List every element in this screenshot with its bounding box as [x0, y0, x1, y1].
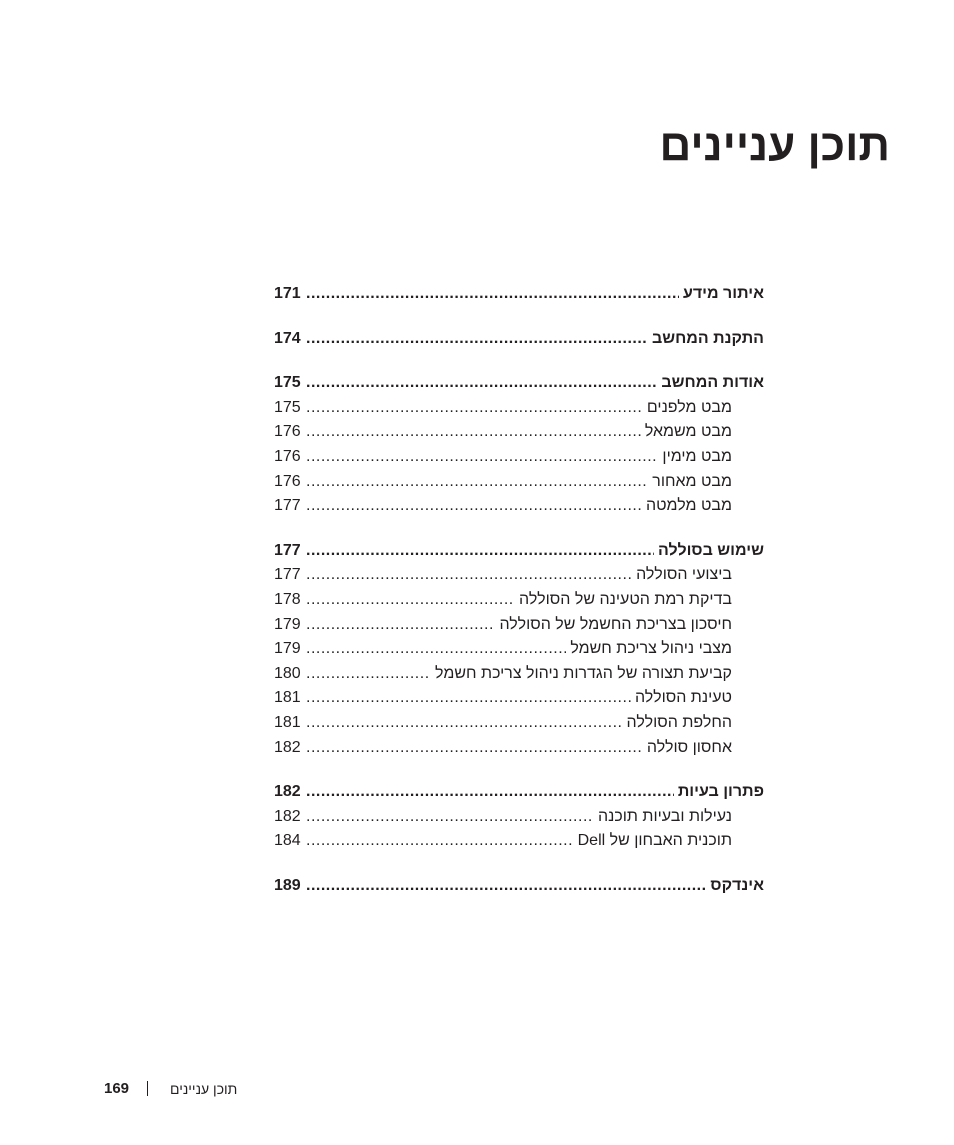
toc-entry-label: חיסכון בצריכת החשמל של הסוללה	[499, 615, 732, 633]
toc-entry-page: 171	[274, 285, 301, 302]
toc-entry-page: 176	[274, 423, 301, 441]
page-number: 169	[104, 1080, 130, 1097]
dot-leader	[306, 637, 566, 662]
toc-entry[interactable]	[274, 494, 764, 519]
toc-entry[interactable]	[274, 396, 764, 421]
toc-entry-label: מבט מאחור	[652, 472, 732, 490]
dot-leader	[306, 662, 431, 687]
toc-entry-label: מבט מימין	[662, 447, 732, 465]
toc-entry-page: 180	[274, 664, 301, 682]
dot-leader	[306, 282, 679, 307]
toc-entry[interactable]	[274, 736, 764, 761]
toc-entry-label: שימוש בסוללה	[657, 541, 764, 559]
toc-entry[interactable]	[274, 613, 764, 638]
toc-entry-label: טעינת הסוללה	[634, 689, 732, 707]
toc-entry-page: 174	[274, 329, 301, 347]
dot-leader	[306, 805, 594, 830]
toc-entry[interactable]	[274, 711, 764, 736]
dot-leader	[306, 874, 706, 899]
toc-entry-page: 184	[274, 832, 301, 850]
toc-entry-label: החלפת הסוללה	[626, 713, 732, 731]
dot-leader	[306, 539, 654, 564]
dot-leader	[306, 371, 657, 396]
toc-entry[interactable]	[274, 327, 764, 352]
dot-leader	[306, 494, 642, 519]
toc-entry-label: פתרון בעיות	[677, 783, 764, 801]
dot-leader	[306, 736, 643, 761]
toc-entry-page: 177	[274, 541, 301, 559]
toc-entry-label: קביעת תצורה של הגדרות ניהול צריכת חשמל	[435, 664, 732, 682]
toc-entry-label: ביצועי הסוללה	[636, 566, 732, 584]
toc-entry-page: 178	[274, 590, 301, 608]
toc-entry-page: 175	[274, 398, 301, 416]
footer-divider	[147, 1081, 148, 1096]
toc-entry[interactable]	[274, 780, 764, 805]
toc-entry-page: 182	[274, 783, 301, 801]
toc-entry[interactable]	[274, 829, 764, 854]
toc-entry-label: אינדקס	[710, 876, 764, 894]
toc-entry[interactable]	[274, 539, 764, 564]
toc-entry-label: תוכנית האבחון של Dell	[577, 832, 732, 850]
toc-entry-page: 176	[274, 472, 301, 490]
toc-entry-label: מבט מלפנים	[646, 398, 732, 416]
toc-entry[interactable]	[274, 805, 764, 830]
toc-entry[interactable]	[274, 874, 764, 899]
toc-entry[interactable]	[274, 282, 764, 307]
page-title: תוכן עניינים	[659, 121, 890, 170]
toc-entry-label: מצבי ניהול צריכת חשמל	[570, 640, 732, 658]
toc-entry-page: 179	[274, 615, 301, 633]
dot-leader	[306, 420, 641, 445]
toc-entry-page: 175	[274, 374, 301, 392]
dot-leader	[306, 396, 643, 421]
toc-entry[interactable]	[274, 662, 764, 687]
toc-entry[interactable]	[274, 563, 764, 588]
running-title: תוכן עניינים	[170, 1081, 238, 1097]
table-of-contents	[274, 282, 764, 898]
dot-leader	[306, 613, 495, 638]
toc-entry-label: אחסון סוללה	[646, 738, 732, 756]
toc-entry-label: בדיקת רמת הטעינה של הסוללה	[519, 590, 732, 608]
toc-entry[interactable]	[274, 371, 764, 396]
dot-leader	[306, 445, 658, 470]
toc-entry-page: 181	[274, 689, 301, 707]
toc-entry-label: התקנת המחשב	[651, 329, 764, 347]
toc-entry[interactable]	[274, 686, 764, 711]
dot-leader	[306, 563, 632, 588]
toc-entry-page: 189	[274, 876, 301, 894]
dot-leader	[306, 711, 623, 736]
toc-entry-label: אודות המחשב	[661, 374, 764, 392]
toc-entry[interactable]	[274, 470, 764, 495]
dot-leader	[306, 588, 515, 613]
toc-entry-page: 176	[274, 447, 301, 465]
dot-leader	[306, 829, 574, 854]
dot-leader	[306, 780, 674, 805]
page-footer	[0, 1078, 954, 1100]
toc-entry-page: 181	[274, 713, 301, 731]
toc-entry[interactable]	[274, 445, 764, 470]
toc-entry[interactable]	[274, 420, 764, 445]
toc-entry-label: מבט מלמטה	[645, 497, 732, 515]
toc-entry[interactable]	[274, 637, 764, 662]
toc-entry-label: מבט משמאל	[644, 423, 732, 441]
toc-entry-page: 177	[274, 497, 301, 515]
toc-entry-page: 182	[274, 738, 301, 756]
toc-entry-page: 179	[274, 640, 301, 658]
toc-entry-label: נעילות ובעיות תוכנה	[597, 807, 732, 825]
dot-leader	[306, 327, 648, 352]
toc-entry-page: 177	[274, 566, 301, 584]
dot-leader	[306, 470, 648, 495]
toc-entry[interactable]	[274, 588, 764, 613]
dot-leader	[306, 686, 631, 711]
toc-entry-label: איתור מידע	[682, 285, 764, 302]
toc-entry-page: 182	[274, 807, 301, 825]
